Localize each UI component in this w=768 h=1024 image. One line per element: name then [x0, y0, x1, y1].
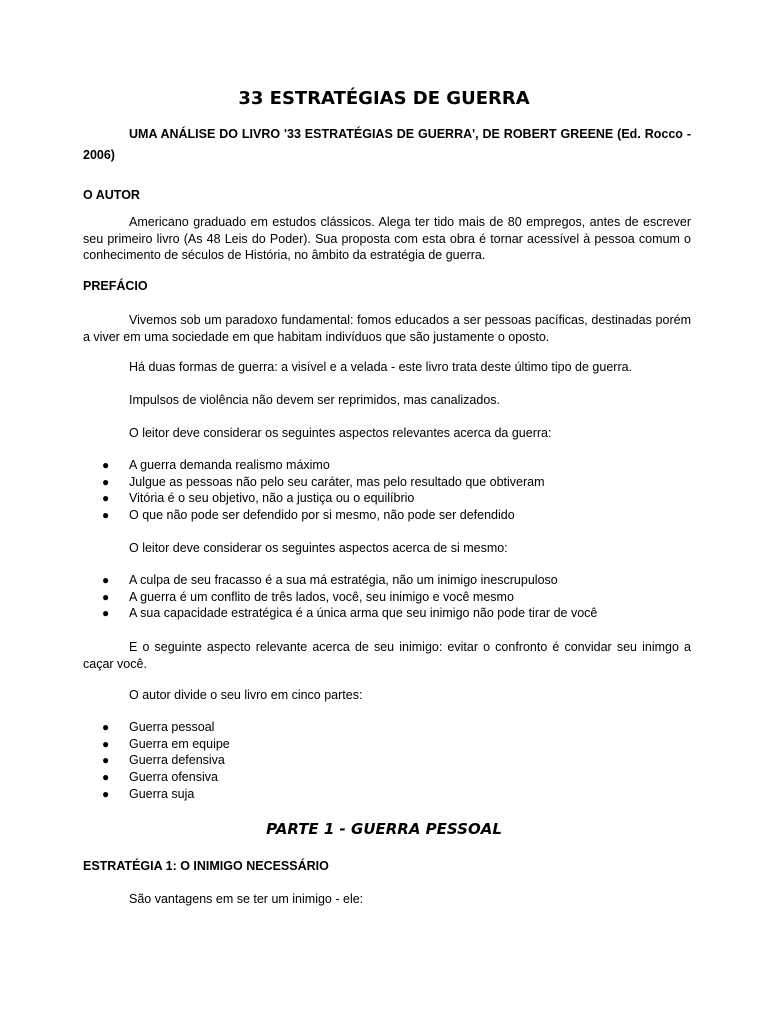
bullet-icon: ●: [102, 458, 110, 472]
paragraph-prefacio-2: Há duas formas de guerra: a visível e a velada - este livro trata deste último tipo de guerra.: [129, 360, 633, 374]
bullet-icon: ●: [102, 753, 110, 768]
list-item: ● Guerra suja: [102, 786, 195, 801]
section-heading-prefacio: PREFÁCIO: [83, 279, 148, 293]
document-title: 33 ESTRATÉGIAS DE GUERRA: [238, 88, 530, 109]
paragraph-prefacio-1: Vivemos sob um paradoxo fundamental: fomos educados a ser pessoas pacíficas, destinadas porém a viver em uma sociedade em que habitam indivíduos que são justamente o oposto.: [83, 313, 691, 344]
bullet-list-guerra: [83, 457, 545, 524]
document-subtitle: UMA ANÁLISE DO LIVRO '33 ESTRATÉGIAS DE GUERRA', DE ROBERT GREENE (Ed. Rocco - 2006): [83, 127, 691, 162]
paragraph-prefacio-6: E o seguinte aspecto relevante acerca de seu inimigo: evitar o confronto é convidar seu inimgo a caçar você.: [83, 640, 691, 671]
bullet-icon: ●: [102, 736, 110, 751]
bullet-list-partes: [83, 719, 230, 802]
list-item: ● A sua capacidade estratégica é a única arma que seu inimigo não pode tirar de você: [102, 606, 598, 621]
list-item: ● A culpa de seu fracasso é a sua má estratégia, não um inimigo inescrupuloso: [102, 573, 558, 587]
paragraph-prefacio-4: O leitor deve considerar os seguintes aspectos relevantes acerca da guerra:: [129, 426, 552, 440]
list-item: ● Vitória é o seu objetivo, não a justiça ou o equilíbrio: [102, 491, 415, 506]
bullet-icon: ●: [102, 508, 110, 523]
bullet-icon: ●: [102, 786, 110, 801]
list-item: ● Guerra ofensiva: [102, 770, 218, 785]
bullet-icon: ●: [102, 474, 110, 489]
bullet-icon: ●: [102, 720, 110, 734]
bullet-icon: ●: [102, 589, 110, 604]
list-item: ● Guerra defensiva: [102, 753, 225, 768]
bullet-icon: ●: [102, 770, 110, 785]
paragraph-estrategia-1: São vantagens em se ter um inimigo - ele:: [129, 892, 364, 906]
section-heading-estrategia-1: ESTRATÉGIA 1: O INIMIGO NECESSÁRIO: [83, 859, 329, 873]
bullet-icon: ●: [102, 573, 110, 587]
bullet-icon: ●: [102, 606, 110, 621]
paragraph-prefacio-3: Impulsos de violência não devem ser reprimidos, mas canalizados.: [129, 393, 501, 407]
paragraph-prefacio-5: O leitor deve considerar os seguintes aspectos acerca de si mesmo:: [129, 541, 508, 555]
list-item: ● A guerra é um conflito de três lados, você, seu inimigo e você mesmo: [102, 589, 514, 604]
list-item: ● Guerra em equipe: [102, 736, 230, 751]
bullet-list-si-mesmo: [83, 572, 597, 622]
list-item: ● Julgue as pessoas não pelo seu caráter, mas pelo resultado que obtiveram: [102, 474, 545, 489]
bullet-icon: ●: [102, 491, 110, 506]
part-heading: PARTE 1 - GUERRA PESSOAL: [266, 820, 502, 838]
list-item: ● O que não pode ser defendido por si mesmo, não pode ser defendido: [102, 508, 515, 523]
list-item: ● A guerra demanda realismo máximo: [102, 458, 330, 472]
list-item: ● Guerra pessoal: [102, 720, 215, 734]
section-heading-autor: O AUTOR: [83, 188, 140, 202]
paragraph-autor: Americano graduado em estudos clássicos. Alega ter tido mais de 80 empregos, antes de escrever seu primeiro livro (As 48 Leis do Poder). Sua proposta com esta obra é tornar acessível à pessoa comum o conhecimento de séculos de História, no âmbito da estratégia de guerra.: [83, 215, 691, 262]
paragraph-prefacio-7: O autor divide o seu livro em cinco partes:: [129, 688, 363, 702]
